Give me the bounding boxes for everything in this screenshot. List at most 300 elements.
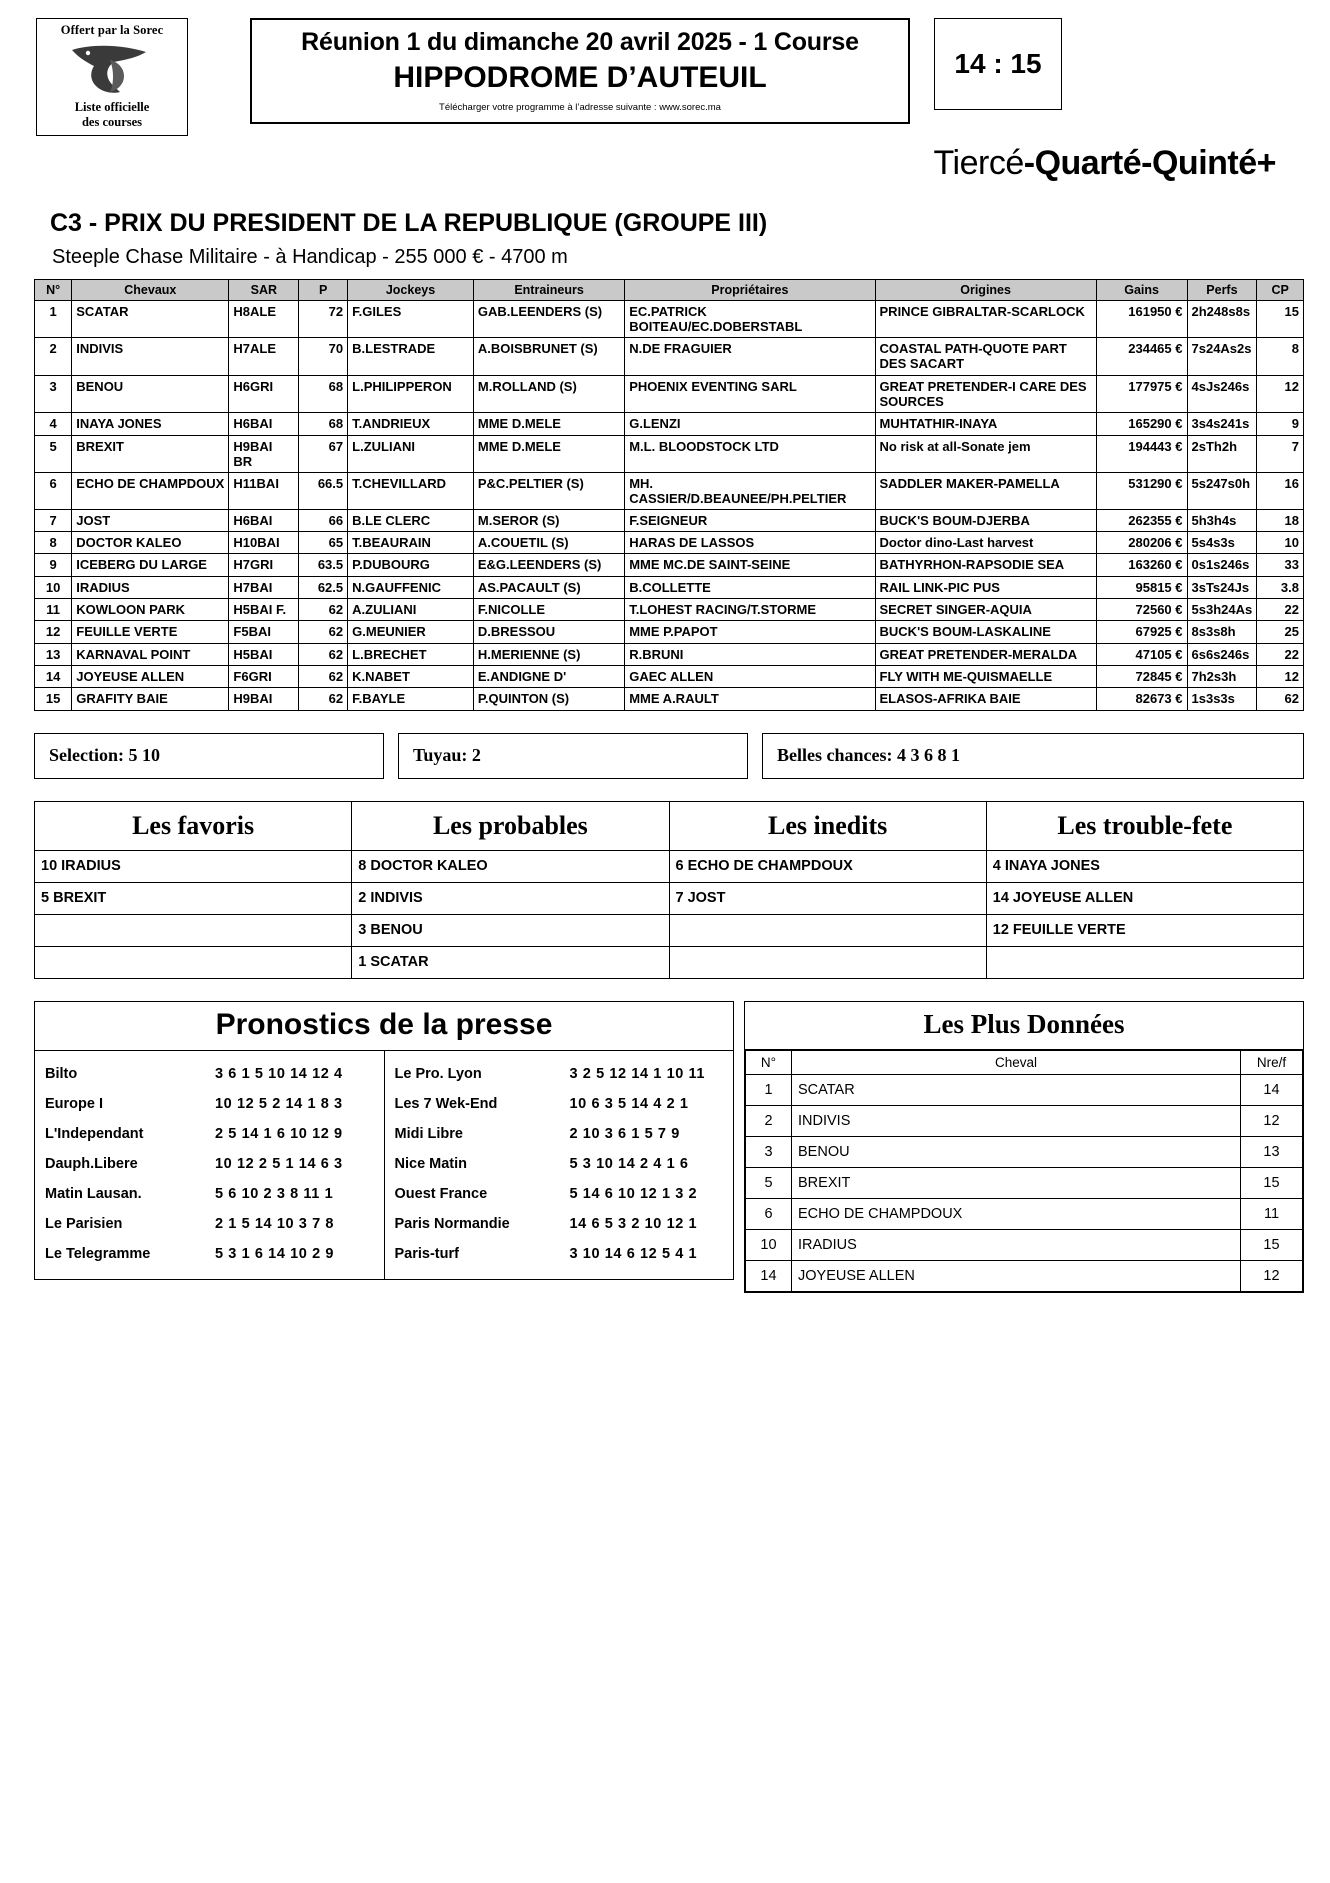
press-selection-numbers: 2 1 5 14 10 3 7 8: [215, 1215, 335, 1232]
mg-count: 13: [1241, 1136, 1303, 1167]
col-gains: Gains: [1096, 280, 1187, 301]
runner-number: 15: [35, 688, 72, 710]
runner-sar: H7GRI: [229, 554, 299, 576]
table-row: [746, 1167, 1303, 1198]
favoris-header-trouble-fete: Les trouble-fete: [986, 801, 1303, 850]
race-time: 14 : 15: [954, 48, 1042, 79]
mg-number: 5: [746, 1167, 792, 1198]
runner-perfs: 7s24As2s: [1187, 338, 1257, 376]
runner-origin: RAIL LINK-PIC PUS: [875, 576, 1096, 598]
bet-types: [30, 144, 1300, 183]
press-selection-numbers: 5 3 10 14 2 4 1 6: [569, 1155, 689, 1172]
sorec-logo-box: [36, 18, 188, 136]
runner-trainer: AS.PACAULT (S): [473, 576, 624, 598]
runner-owner: MH. CASSIER/D.BEAUNEE/PH.PELTIER: [625, 472, 875, 509]
runner-horse: ECHO DE CHAMPDOUX: [72, 472, 229, 509]
runner-origin: MUHTATHIR-INAYA: [875, 413, 1096, 435]
table-row: [746, 1105, 1303, 1136]
runner-perfs: 0s1s246s: [1187, 554, 1257, 576]
runner-jockey: T.ANDRIEUX: [348, 413, 474, 435]
runner-weight: 67: [299, 435, 348, 472]
press-prediction-row: [395, 1179, 728, 1209]
table-row: [35, 338, 1304, 376]
most-given-title: Les Plus Données: [745, 1002, 1303, 1050]
runner-sar: H8ALE: [229, 301, 299, 338]
press-selection-numbers: 3 2 5 12 14 1 10 11: [569, 1065, 706, 1082]
runner-perfs: 3s4s241s: [1187, 413, 1257, 435]
logo-bottom-line1: Liste officielle: [74, 100, 150, 115]
mg-number: 3: [746, 1136, 792, 1167]
favoris-header-probables: Les probables: [352, 801, 669, 850]
press-column-right: [385, 1051, 734, 1279]
col-trainer: Entraineurs: [473, 280, 624, 301]
col-owner: Propriétaires: [625, 280, 875, 301]
favoris-cell: 14 JOYEUSE ALLEN: [986, 882, 1303, 914]
favoris-cell: 3 BENOU: [352, 914, 669, 946]
press-source-name: Le Telegramme: [45, 1245, 151, 1262]
runner-gains: 47105 €: [1096, 643, 1187, 665]
mg-count: 12: [1241, 1105, 1303, 1136]
runner-weight: 65: [299, 531, 348, 553]
runner-number: 12: [35, 621, 72, 643]
runner-cp: 16: [1257, 472, 1304, 509]
runner-number: 11: [35, 598, 72, 620]
runner-gains: 280206 €: [1096, 531, 1187, 553]
most-given-table: [745, 1050, 1303, 1292]
runner-horse: BENOU: [72, 375, 229, 413]
press-source-name: Nice Matin: [394, 1155, 468, 1172]
runner-cp: 7: [1257, 435, 1304, 472]
runner-jockey: B.LESTRADE: [348, 338, 474, 376]
col-num: N°: [35, 280, 72, 301]
mg-number: 14: [746, 1260, 792, 1291]
table-row: [35, 375, 1304, 413]
runner-trainer: A.COUETIL (S): [473, 531, 624, 553]
runner-origin: PRINCE GIBRALTAR-SCARLOCK: [875, 301, 1096, 338]
bottom-section: [34, 1001, 1304, 1293]
runner-owner: B.COLLETTE: [625, 576, 875, 598]
mg-horse: ECHO DE CHAMPDOUX: [792, 1198, 1241, 1229]
col-sar: SAR: [229, 280, 299, 301]
page-header: [30, 18, 1300, 130]
runner-cp: 3.8: [1257, 576, 1304, 598]
favoris-header-row: [35, 801, 1304, 850]
table-row: [35, 554, 1304, 576]
runner-owner: PHOENIX EVENTING SARL: [625, 375, 875, 413]
mg-number: 2: [746, 1105, 792, 1136]
runner-horse: JOYEUSE ALLEN: [72, 665, 229, 687]
runner-jockey: F.GILES: [348, 301, 474, 338]
runner-gains: 234465 €: [1096, 338, 1187, 376]
press-selection-numbers: 10 12 2 5 1 14 6 3: [215, 1155, 343, 1172]
press-selection-numbers: 10 6 3 5 14 4 2 1: [569, 1095, 689, 1112]
runner-jockey: T.CHEVILLARD: [348, 472, 474, 509]
favoris-cell: 10 IRADIUS: [35, 850, 352, 882]
runner-sar: H6BAI: [229, 509, 299, 531]
table-row: [35, 531, 1304, 553]
table-row: [35, 643, 1304, 665]
runner-horse: KARNAVAL POINT: [72, 643, 229, 665]
press-source-name: Europe I: [45, 1095, 104, 1112]
runner-gains: 531290 €: [1096, 472, 1187, 509]
press-selection-numbers: 10 12 5 2 14 1 8 3: [215, 1095, 343, 1112]
runner-horse: IRADIUS: [72, 576, 229, 598]
mg-count: 15: [1241, 1167, 1303, 1198]
runner-weight: 72: [299, 301, 348, 338]
runner-weight: 63.5: [299, 554, 348, 576]
runner-perfs: 4sJs246s: [1187, 375, 1257, 413]
favoris-cell: [669, 946, 986, 978]
runner-horse: JOST: [72, 509, 229, 531]
runner-weight: 62: [299, 688, 348, 710]
table-row: [35, 946, 1304, 978]
runner-owner: R.BRUNI: [625, 643, 875, 665]
favoris-cell: [35, 914, 352, 946]
runner-cp: 33: [1257, 554, 1304, 576]
favoris-cell: 4 INAYA JONES: [986, 850, 1303, 882]
press-prediction-row: [395, 1059, 728, 1089]
runner-jockey: G.MEUNIER: [348, 621, 474, 643]
runner-number: 2: [35, 338, 72, 376]
runner-cp: 12: [1257, 375, 1304, 413]
press-selection-numbers: 2 10 3 6 1 5 7 9: [569, 1125, 680, 1142]
runner-horse: FEUILLE VERTE: [72, 621, 229, 643]
table-row: [35, 435, 1304, 472]
download-note: Télécharger votre programme à l’adresse suivante : www.sorec.ma: [439, 102, 721, 113]
runner-origin: GREAT PRETENDER-I CARE DES SOURCES: [875, 375, 1096, 413]
table-row: [746, 1136, 1303, 1167]
press-prediction-row: [395, 1239, 728, 1269]
runner-sar: F5BAI: [229, 621, 299, 643]
selection-cell: Selection: 5 10: [34, 733, 384, 779]
runner-trainer: A.BOISBRUNET (S): [473, 338, 624, 376]
runner-number: 1: [35, 301, 72, 338]
runner-sar: H10BAI: [229, 531, 299, 553]
runner-cp: 18: [1257, 509, 1304, 531]
press-prediction-row: [45, 1209, 378, 1239]
mg-count: 14: [1241, 1074, 1303, 1105]
runner-trainer: H.MERIENNE (S): [473, 643, 624, 665]
press-selection-numbers: 3 6 1 5 10 14 12 4: [215, 1065, 343, 1082]
col-jockey: Jockeys: [348, 280, 474, 301]
runner-trainer: P&C.PELTIER (S): [473, 472, 624, 509]
runner-number: 13: [35, 643, 72, 665]
favoris-cell: 8 DOCTOR KALEO: [352, 850, 669, 882]
runner-number: 3: [35, 375, 72, 413]
runner-weight: 62: [299, 598, 348, 620]
mg-number: 1: [746, 1074, 792, 1105]
favoris-header-favoris: Les favoris: [35, 801, 352, 850]
press-selection-numbers: 3 10 14 6 12 5 4 1: [569, 1245, 698, 1262]
runner-origin: No risk at all-Sonate jem: [875, 435, 1096, 472]
col-perfs: Perfs: [1187, 280, 1257, 301]
runner-weight: 66.5: [299, 472, 348, 509]
runner-number: 8: [35, 531, 72, 553]
logo-top-text: Offert par la Sorec: [60, 23, 164, 37]
runner-gains: 161950 €: [1096, 301, 1187, 338]
runner-origin: ELASOS-AFRIKA BAIE: [875, 688, 1096, 710]
runner-horse: BREXIT: [72, 435, 229, 472]
mg-number: 10: [746, 1229, 792, 1260]
favoris-header-inedits: Les inedits: [669, 801, 986, 850]
press-predictions-panel: [34, 1001, 734, 1280]
favoris-cell: 12 FEUILLE VERTE: [986, 914, 1303, 946]
press-source-name: Le Pro. Lyon: [394, 1065, 482, 1082]
favoris-cell: 6 ECHO DE CHAMPDOUX: [669, 850, 986, 882]
runner-sar: H6GRI: [229, 375, 299, 413]
favoris-cell: 5 BREXIT: [35, 882, 352, 914]
runner-perfs: 8s3s8h: [1187, 621, 1257, 643]
meeting-title-box: [250, 18, 910, 124]
runner-weight: 68: [299, 375, 348, 413]
meeting-line: Réunion 1 du dimanche 20 avril 2025 - 1 Course: [301, 28, 859, 56]
runner-origin: SECRET SINGER-AQUIA: [875, 598, 1096, 620]
press-prediction-row: [395, 1089, 728, 1119]
runner-cp: 8: [1257, 338, 1304, 376]
press-source-name: Dauph.Libere: [45, 1155, 138, 1172]
runner-sar: H9BAI BR: [229, 435, 299, 472]
runner-origin: BATHYRHON-RAPSODIE SEA: [875, 554, 1096, 576]
runner-cp: 12: [1257, 665, 1304, 687]
table-row: [35, 621, 1304, 643]
favoris-table: [34, 801, 1304, 979]
favoris-cell: 1 SCATAR: [352, 946, 669, 978]
mg-horse: SCATAR: [792, 1074, 1241, 1105]
most-given-header-row: [746, 1050, 1303, 1074]
runner-sar: F6GRI: [229, 665, 299, 687]
mg-horse: BREXIT: [792, 1167, 1241, 1198]
runner-trainer: GAB.LEENDERS (S): [473, 301, 624, 338]
runner-owner: G.LENZI: [625, 413, 875, 435]
runner-number: 4: [35, 413, 72, 435]
press-prediction-row: [45, 1119, 378, 1149]
runner-trainer: M.ROLLAND (S): [473, 375, 624, 413]
press-prediction-row: [395, 1209, 728, 1239]
runner-gains: 165290 €: [1096, 413, 1187, 435]
runner-origin: BUCK'S BOUM-LASKALINE: [875, 621, 1096, 643]
runner-horse: INAYA JONES: [72, 413, 229, 435]
runner-perfs: 6s6s246s: [1187, 643, 1257, 665]
favoris-cell: 7 JOST: [669, 882, 986, 914]
runner-jockey: F.BAYLE: [348, 688, 474, 710]
runner-gains: 194443 €: [1096, 435, 1187, 472]
mg-horse: JOYEUSE ALLEN: [792, 1260, 1241, 1291]
press-prediction-row: [395, 1149, 728, 1179]
press-prediction-row: [45, 1239, 378, 1269]
runner-sar: H7BAI: [229, 576, 299, 598]
mg-count: 15: [1241, 1229, 1303, 1260]
runner-jockey: L.PHILIPPERON: [348, 375, 474, 413]
runner-perfs: 5s4s3s: [1187, 531, 1257, 553]
table-row: [35, 301, 1304, 338]
runner-jockey: L.BRECHET: [348, 643, 474, 665]
runner-gains: 82673 €: [1096, 688, 1187, 710]
table-row: [746, 1198, 1303, 1229]
tuyau-cell: Tuyau: 2: [398, 733, 748, 779]
runner-weight: 62: [299, 621, 348, 643]
press-source-name: Ouest France: [394, 1185, 488, 1202]
runner-number: 14: [35, 665, 72, 687]
mg-horse: BENOU: [792, 1136, 1241, 1167]
runner-trainer: F.NICOLLE: [473, 598, 624, 620]
racetrack-name: HIPPODROME D’AUTEUIL: [393, 61, 767, 94]
runner-number: 6: [35, 472, 72, 509]
runner-sar: H11BAI: [229, 472, 299, 509]
runner-perfs: 5h3h4s: [1187, 509, 1257, 531]
press-prediction-row: [45, 1149, 378, 1179]
runner-sar: H9BAI: [229, 688, 299, 710]
runner-origin: COASTAL PATH-QUOTE PART DES SACART: [875, 338, 1096, 376]
runner-number: 7: [35, 509, 72, 531]
runner-trainer: E.ANDIGNE D': [473, 665, 624, 687]
runner-owner: HARAS DE LASSOS: [625, 531, 875, 553]
press-prediction-row: [45, 1179, 378, 1209]
runner-trainer: P.QUINTON (S): [473, 688, 624, 710]
mg-horse: IRADIUS: [792, 1229, 1241, 1260]
runner-trainer: M.SEROR (S): [473, 509, 624, 531]
runner-cp: 22: [1257, 598, 1304, 620]
logo-bottom-line2: des courses: [81, 114, 143, 129]
press-source-name: L'Independant: [45, 1125, 144, 1142]
runner-perfs: 2sTh2h: [1187, 435, 1257, 472]
runners-table: [34, 279, 1304, 711]
runner-number: 5: [35, 435, 72, 472]
runner-jockey: K.NABET: [348, 665, 474, 687]
press-selection-numbers: 2 5 14 1 6 10 12 9: [215, 1125, 343, 1142]
runner-owner: MME MC.DE SAINT-SEINE: [625, 554, 875, 576]
runner-owner: MME P.PAPOT: [625, 621, 875, 643]
runner-owner: F.SEIGNEUR: [625, 509, 875, 531]
runner-origin: BUCK'S BOUM-DJERBA: [875, 509, 1096, 531]
table-row: [35, 576, 1304, 598]
press-prediction-row: [45, 1059, 378, 1089]
press-source-name: Le Parisien: [45, 1215, 123, 1232]
runner-horse: SCATAR: [72, 301, 229, 338]
runner-jockey: P.DUBOURG: [348, 554, 474, 576]
runner-horse: GRAFITY BAIE: [72, 688, 229, 710]
table-row: [35, 914, 1304, 946]
col-horse: Chevaux: [72, 280, 229, 301]
runner-cp: 10: [1257, 531, 1304, 553]
runner-perfs: 5s247s0h: [1187, 472, 1257, 509]
runner-horse: KOWLOON PARK: [72, 598, 229, 620]
runner-origin: Doctor dino-Last harvest: [875, 531, 1096, 553]
runner-jockey: L.ZULIANI: [348, 435, 474, 472]
runner-origin: FLY WITH ME-QUISMAELLE: [875, 665, 1096, 687]
runner-gains: 163260 €: [1096, 554, 1187, 576]
col-p: P: [299, 280, 348, 301]
runner-number: 9: [35, 554, 72, 576]
table-row: [35, 882, 1304, 914]
press-selection-numbers: 5 3 1 6 14 10 2 9: [215, 1245, 335, 1262]
runner-horse: DOCTOR KALEO: [72, 531, 229, 553]
runner-jockey: N.GAUFFENIC: [348, 576, 474, 598]
runner-trainer: E&G.LEENDERS (S): [473, 554, 624, 576]
press-selection-numbers: 5 14 6 10 12 1 3 2: [569, 1185, 698, 1202]
logo-bottom-text: [75, 100, 150, 129]
runner-perfs: 5s3h24As: [1187, 598, 1257, 620]
race-subtitle: Steeple Chase Militaire - à Handicap - 255 000 € - 4700 m: [52, 246, 568, 268]
runner-weight: 62: [299, 643, 348, 665]
belles-chances-cell: Belles chances: 4 3 6 8 1: [762, 733, 1304, 779]
press-source-name: Bilto: [45, 1065, 78, 1082]
race-title: C3 - PRIX DU PRESIDENT DE LA REPUBLIQUE (GROUPE III): [50, 209, 768, 237]
runner-sar: H7ALE: [229, 338, 299, 376]
press-source-name: Paris Normandie: [394, 1215, 510, 1232]
runner-number: 10: [35, 576, 72, 598]
runner-gains: 177975 €: [1096, 375, 1187, 413]
runner-owner: GAEC ALLEN: [625, 665, 875, 687]
runner-owner: EC.PATRICK BOITEAU/EC.DOBERSTABL: [625, 301, 875, 338]
runner-trainer: MME D.MELE: [473, 435, 624, 472]
runner-weight: 66: [299, 509, 348, 531]
runner-gains: 72845 €: [1096, 665, 1187, 687]
table-row: [35, 509, 1304, 531]
mg-col-num: N°: [746, 1050, 792, 1074]
runner-sar: H6BAI: [229, 413, 299, 435]
press-prediction-row: [395, 1119, 728, 1149]
runner-gains: 262355 €: [1096, 509, 1187, 531]
runner-weight: 62: [299, 665, 348, 687]
bet-type-tierce: Tiercé: [933, 144, 1024, 182]
bet-type-quarte-quinte: -Quarté-Quinté+: [1023, 144, 1276, 182]
runner-owner: MME A.RAULT: [625, 688, 875, 710]
mg-horse: INDIVIS: [792, 1105, 1241, 1136]
runner-owner: N.DE FRAGUIER: [625, 338, 875, 376]
runner-weight: 68: [299, 413, 348, 435]
runner-horse: INDIVIS: [72, 338, 229, 376]
table-row: [35, 413, 1304, 435]
runner-gains: 67925 €: [1096, 621, 1187, 643]
table-row: [746, 1229, 1303, 1260]
runner-cp: 62: [1257, 688, 1304, 710]
runner-jockey: B.LE CLERC: [348, 509, 474, 531]
runner-jockey: A.ZULIANI: [348, 598, 474, 620]
runner-perfs: 2h248s8s: [1187, 301, 1257, 338]
table-row: [35, 665, 1304, 687]
press-source-name: Midi Libre: [394, 1125, 463, 1142]
favoris-cell: [669, 914, 986, 946]
favoris-cell: [986, 946, 1303, 978]
runner-cp: 15: [1257, 301, 1304, 338]
runner-perfs: 3sTs24Js: [1187, 576, 1257, 598]
col-cp: CP: [1257, 280, 1304, 301]
favoris-cell: [35, 946, 352, 978]
table-row: [35, 472, 1304, 509]
runner-origin: GREAT PRETENDER-MERALDA: [875, 643, 1096, 665]
horse-logo-icon: [66, 40, 158, 98]
runner-cp: 9: [1257, 413, 1304, 435]
runner-trainer: MME D.MELE: [473, 413, 624, 435]
mg-col-nref: Nre/f: [1241, 1050, 1303, 1074]
selection-bar: [34, 733, 1304, 779]
table-row: [746, 1074, 1303, 1105]
press-selection-numbers: 5 6 10 2 3 8 11 1: [215, 1185, 334, 1202]
runner-cp: 25: [1257, 621, 1304, 643]
runner-weight: 62.5: [299, 576, 348, 598]
table-row: [35, 598, 1304, 620]
runner-owner: T.LOHEST RACING/T.STORME: [625, 598, 875, 620]
press-source-name: Matin Lausan.: [45, 1185, 142, 1202]
mg-number: 6: [746, 1198, 792, 1229]
runner-weight: 70: [299, 338, 348, 376]
table-row: [746, 1260, 1303, 1291]
runner-perfs: 7h2s3h: [1187, 665, 1257, 687]
col-origin: Origines: [875, 280, 1096, 301]
press-prediction-row: [45, 1089, 378, 1119]
runner-owner: M.L. BLOODSTOCK LTD: [625, 435, 875, 472]
runner-sar: H5BAI F.: [229, 598, 299, 620]
